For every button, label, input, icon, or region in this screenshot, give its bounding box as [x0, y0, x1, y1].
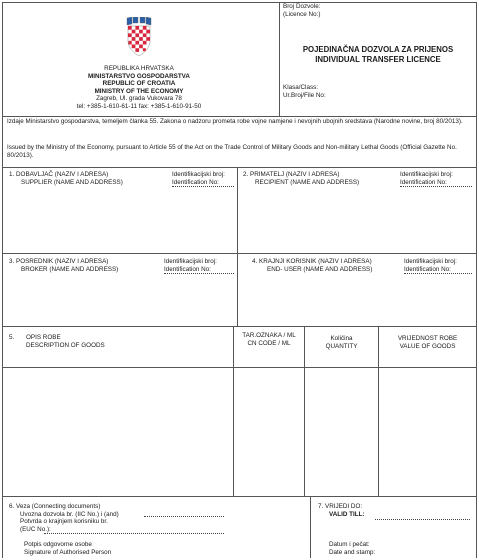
broker-title-en: BROKER (NAME AND ADDRESS) [21, 265, 119, 273]
rule-goods-col1 [233, 326, 234, 496]
file-label: Ur.Broj/File No: [283, 91, 326, 99]
rule-footer-divider [310, 496, 311, 558]
end-user-title-hr: 4. KRAJNJI KORISNIK (NAZIV I ADRESA) [252, 258, 372, 265]
rule-left [2, 2, 3, 558]
supplier-title-en: SUPPLIER (NAME AND ADDRESS) [21, 178, 123, 186]
authority-address: Zagreb, Ul. grada Vukovara 78 [96, 95, 182, 103]
recipient-title-hr: 2. PRIMATELJ (NAZIV I ADRESA) [243, 171, 340, 178]
potpis-en: Signature of Authorised Person [24, 548, 112, 556]
authority-phone: tel: +385-1-610-61-11 fax: +385-1-610-91-50 [76, 102, 202, 110]
rule-right [476, 2, 477, 558]
goods-val-header [379, 335, 476, 350]
signature-area[interactable] [130, 540, 300, 557]
potvrda-label: Potvrda o krajnjem korisniku br. [20, 518, 108, 526]
recipient-id-line [400, 186, 472, 187]
supplier-id-block [172, 171, 225, 186]
valid-label: VALID TILL: [329, 510, 365, 518]
rule-top [2, 2, 477, 3]
valid-line [375, 519, 470, 520]
goods-qty-hr: Količina [330, 335, 353, 342]
licence-no-label-en: (Licence No:) [283, 10, 321, 18]
datum-hr: Datum i pečat: [329, 541, 370, 548]
rule-goods-col3 [378, 326, 379, 496]
recipient-id-hr: Identifikacijski broj: [400, 171, 453, 178]
rule-header-bottom [2, 116, 477, 117]
rule-row-divider [237, 167, 238, 326]
rule-row1-bottom [2, 253, 477, 254]
rule-row2-bottom [2, 326, 477, 327]
goods-qty-en: QUANTITY [325, 342, 358, 350]
authority-line4: MINISTRY OF THE ECONOMY [94, 87, 184, 95]
end-user-title-en: END- USER (NAME AND ADDRESS) [267, 265, 373, 273]
goods-desc-cell[interactable] [4, 369, 232, 495]
class-file-block [283, 84, 326, 99]
recipient-id-block [400, 171, 453, 186]
document-title [282, 45, 474, 64]
licence-number-block [283, 3, 320, 18]
uvozna-line [144, 516, 224, 517]
rule-goods-col2 [304, 326, 305, 496]
supplier-area[interactable] [4, 192, 235, 252]
date-stamp-area[interactable] [395, 540, 473, 557]
rule-issued-bottom [2, 167, 477, 168]
goods-desc-header [26, 334, 105, 349]
goods-tar-en: CN CODE / ML [247, 339, 291, 347]
end-user-box [252, 258, 372, 273]
vrijedi-label: 7. VRIJEDI DO: [318, 503, 363, 510]
broker-id-en: Identification No: [164, 265, 211, 273]
veza-label: 6. Veza (Connecting documents) [9, 503, 101, 510]
broker-id-block [164, 258, 217, 273]
licence-no-label-hr: Broj Dozvole: [283, 3, 321, 10]
recipient-id-en: Identification No: [400, 178, 447, 186]
broker-area[interactable] [4, 279, 235, 325]
broker-title-hr: 3. POSREDNIK (NAZIV I ADRESA) [9, 258, 109, 265]
broker-id-hr: Identifikacijski broj: [164, 258, 217, 265]
rule-goods-bottom [2, 496, 477, 497]
goods-val-en: VALUE OF GOODS [399, 342, 456, 350]
broker-box [9, 258, 118, 273]
goods-tar-hr: TAR.OZNAKA / ML [242, 332, 296, 339]
authority-line3: REPUBLIC OF CROATIA [102, 80, 176, 88]
class-label: Klasa/Class: [283, 84, 318, 91]
end-user-id-hr: Identifikacijski broj: [404, 258, 457, 265]
title-en: INDIVIDUAL TRANSFER LICENCE [315, 54, 441, 64]
supplier-title-hr: 1. DOBAVLJAČ (NAZIV I ADRESA) [9, 171, 109, 178]
issuing-authority [40, 65, 238, 111]
goods-tar-cell[interactable] [235, 369, 303, 495]
goods-val-cell[interactable] [380, 369, 475, 495]
supplier-id-en: Identification No: [172, 178, 219, 186]
signature-block [24, 541, 111, 556]
rule-goods-header-bottom [2, 367, 477, 368]
date-stamp-block [329, 541, 375, 556]
authority-line2: MINISTARSTVO GOSPODARSTVA [88, 72, 190, 80]
end-user-id-en: Identification No: [404, 265, 451, 273]
connecting-docs-block [9, 503, 119, 533]
supplier-id-line [172, 186, 234, 187]
potpis-hr: Potpis odgovorne osobe [24, 541, 92, 548]
end-user-id-line [404, 273, 472, 274]
supplier-box [9, 171, 123, 186]
issued-en: Issued by the Ministry of the Economy, pursuant to Article 55 of the Act on the Trade Control of Military Goods and Non-military Lethal Goods (Official Gazette No. 80/2013). [7, 144, 457, 159]
croatian-coat-of-arms-icon [125, 17, 153, 57]
goods-number: 5. [9, 334, 15, 341]
recipient-box [243, 171, 359, 186]
uvozna-label: Uvozna dozvola br. (IIC No.) i (and) [20, 510, 119, 518]
goods-qty-cell[interactable] [306, 369, 377, 495]
validity-block [318, 503, 365, 518]
broker-id-line [164, 273, 234, 274]
issued-hr: Izdaje Ministarstvo gospodarstva, temeljem članka 55. Zakona o nadzoru prometa robe vojne namjene i nevojnih ubojnih sredstava (Narodne novine, broj 80/2013). [7, 118, 463, 125]
goods-val-hr: VRIJEDNOST ROBE [397, 335, 458, 342]
end-user-area[interactable] [239, 279, 475, 325]
goods-desc-en: DESCRIPTION OF GOODS [26, 341, 105, 349]
title-hr: POJEDINAČNA DOZVOLA ZA PRIJENOS [302, 45, 454, 54]
recipient-title-en: RECIPIENT (NAME AND ADDRESS) [255, 178, 360, 186]
euc-label: (EUC No.): [20, 525, 51, 533]
goods-qty-header [305, 335, 378, 350]
recipient-area[interactable] [239, 192, 475, 252]
euc-line [44, 533, 224, 534]
end-user-id-block [404, 258, 457, 273]
goods-tar-header [234, 332, 304, 347]
datum-en: Date and stamp: [329, 548, 376, 556]
supplier-id-hr: Identifikacijski broj: [172, 171, 225, 178]
authority-line1: REPUBLIKA HRVATSKA [104, 65, 174, 72]
rule-header-divider [279, 2, 280, 116]
goods-desc-hr: OPIS ROBE [26, 334, 61, 341]
